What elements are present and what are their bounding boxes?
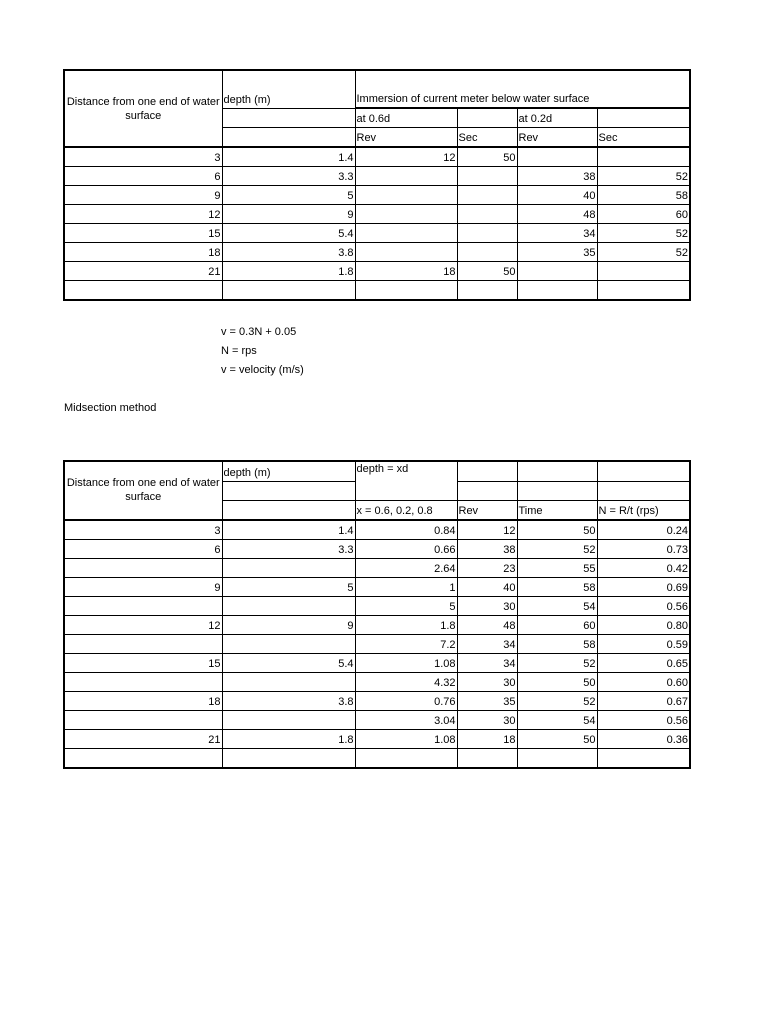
table-cell: 1.8 bbox=[222, 729, 355, 748]
table-cell: 1.4 bbox=[222, 520, 355, 540]
table-cell: 0.24 bbox=[597, 520, 690, 540]
table-cell: 15 bbox=[64, 653, 222, 672]
table-cell: 40 bbox=[457, 577, 517, 596]
table1-row bbox=[64, 205, 690, 224]
table2-row bbox=[64, 634, 690, 653]
midsection-table bbox=[63, 460, 691, 769]
table-cell: 35 bbox=[457, 691, 517, 710]
time-header: Time bbox=[517, 500, 597, 520]
table-cell: 40 bbox=[517, 186, 597, 205]
midsection-title: Midsection method bbox=[64, 402, 157, 414]
table-cell: 0.36 bbox=[597, 729, 690, 748]
table1-row bbox=[64, 224, 690, 243]
table-cell bbox=[355, 205, 457, 224]
table-cell bbox=[64, 634, 222, 653]
table-cell: 0.65 bbox=[597, 653, 690, 672]
table-cell: 12 bbox=[355, 147, 457, 167]
rev-header: Rev bbox=[517, 128, 597, 148]
table-cell: 0.60 bbox=[597, 672, 690, 691]
table-cell: 21 bbox=[64, 262, 222, 281]
table-cell bbox=[355, 167, 457, 186]
blank-cell bbox=[517, 461, 597, 481]
blank-cell bbox=[355, 281, 457, 301]
table-cell: 54 bbox=[517, 710, 597, 729]
blank-cell bbox=[517, 748, 597, 768]
table-cell: 0.80 bbox=[597, 615, 690, 634]
table-cell: 23 bbox=[457, 558, 517, 577]
table-cell: 30 bbox=[457, 710, 517, 729]
table-cell: 50 bbox=[457, 147, 517, 167]
table-cell: 1.08 bbox=[355, 729, 457, 748]
table-cell: 34 bbox=[517, 224, 597, 243]
depth-subheader-blank bbox=[222, 128, 355, 148]
at-02d-header: at 0.2d bbox=[517, 108, 597, 128]
table-cell: 58 bbox=[517, 634, 597, 653]
rev-header: Rev bbox=[355, 128, 457, 148]
table-cell: 18 bbox=[64, 243, 222, 262]
table1-row bbox=[64, 167, 690, 186]
table-cell bbox=[457, 224, 517, 243]
table-cell bbox=[64, 558, 222, 577]
table-cell bbox=[222, 634, 355, 653]
table-cell bbox=[457, 186, 517, 205]
sec-header: Sec bbox=[457, 128, 517, 148]
table2-row bbox=[64, 539, 690, 558]
blank-cell bbox=[222, 748, 355, 768]
table2-row bbox=[64, 672, 690, 691]
table-cell: 50 bbox=[457, 262, 517, 281]
table-cell: 6 bbox=[64, 539, 222, 558]
table-cell: 1.8 bbox=[222, 262, 355, 281]
table-cell: 3.8 bbox=[222, 691, 355, 710]
immersion-header: Immersion of current meter below water surface bbox=[355, 70, 690, 108]
table-cell: 30 bbox=[457, 596, 517, 615]
table-cell: 3.8 bbox=[222, 243, 355, 262]
table2-row bbox=[64, 710, 690, 729]
table-cell: 52 bbox=[517, 653, 597, 672]
table-cell: 12 bbox=[64, 205, 222, 224]
table-cell: 1.8 bbox=[355, 615, 457, 634]
table-cell: 9 bbox=[222, 615, 355, 634]
table-cell: 48 bbox=[517, 205, 597, 224]
table-cell bbox=[597, 147, 690, 167]
table2-row bbox=[64, 558, 690, 577]
table-cell bbox=[517, 262, 597, 281]
table2-row bbox=[64, 615, 690, 634]
blank-cell bbox=[457, 481, 517, 500]
table-cell: 30 bbox=[457, 672, 517, 691]
table-cell: 0.59 bbox=[597, 634, 690, 653]
distance-header: Distance from one end of water surface bbox=[64, 461, 222, 520]
at-06d-header: at 0.6d bbox=[355, 108, 457, 128]
table-cell: 60 bbox=[517, 615, 597, 634]
blank-cell bbox=[517, 481, 597, 500]
table2-row bbox=[64, 596, 690, 615]
depth-header: depth (m) bbox=[222, 70, 355, 108]
table-cell bbox=[222, 596, 355, 615]
table-cell bbox=[597, 262, 690, 281]
table-cell: 4.32 bbox=[355, 672, 457, 691]
table2-row bbox=[64, 729, 690, 748]
table-cell: 50 bbox=[517, 729, 597, 748]
table-cell bbox=[457, 243, 517, 262]
table-cell: 58 bbox=[597, 186, 690, 205]
table-cell: 15 bbox=[64, 224, 222, 243]
table1-row bbox=[64, 186, 690, 205]
table-cell: 7.2 bbox=[355, 634, 457, 653]
table-cell: 5 bbox=[222, 577, 355, 596]
table2-row bbox=[64, 577, 690, 596]
table1-row bbox=[64, 243, 690, 262]
depth-xd-header: depth = xd bbox=[355, 461, 457, 500]
velocity-formula: v = 0.3N + 0.05 bbox=[221, 326, 297, 338]
blank-cell bbox=[355, 748, 457, 768]
table-cell: 18 bbox=[355, 262, 457, 281]
table-cell: 60 bbox=[597, 205, 690, 224]
table-cell bbox=[355, 243, 457, 262]
table2-row bbox=[64, 691, 690, 710]
blank-cell bbox=[222, 481, 355, 500]
table-cell: 9 bbox=[64, 577, 222, 596]
table-cell: 12 bbox=[457, 520, 517, 540]
table-cell bbox=[64, 672, 222, 691]
blank-cell bbox=[457, 281, 517, 301]
blank-cell bbox=[597, 481, 690, 500]
table2-row bbox=[64, 653, 690, 672]
table-cell: 34 bbox=[457, 653, 517, 672]
table-cell: 3.3 bbox=[222, 539, 355, 558]
table-cell: 3.04 bbox=[355, 710, 457, 729]
table-cell: 0.84 bbox=[355, 520, 457, 540]
blank-cell bbox=[64, 281, 222, 301]
x-values-header: x = 0.6, 0.2, 0.8 bbox=[355, 500, 457, 520]
table-cell: 38 bbox=[457, 539, 517, 558]
blank-cell bbox=[457, 108, 517, 128]
table-cell: 9 bbox=[64, 186, 222, 205]
empty-row bbox=[64, 281, 690, 301]
blank-cell bbox=[597, 281, 690, 301]
table-cell: 3.3 bbox=[222, 167, 355, 186]
blank-cell bbox=[222, 281, 355, 301]
table2-body bbox=[64, 520, 690, 768]
table-cell bbox=[355, 224, 457, 243]
table-cell: 18 bbox=[457, 729, 517, 748]
table-cell: 1.08 bbox=[355, 653, 457, 672]
table-cell: 58 bbox=[517, 577, 597, 596]
table-cell bbox=[517, 147, 597, 167]
table-cell: 54 bbox=[517, 596, 597, 615]
table-cell: 5 bbox=[222, 186, 355, 205]
table-cell bbox=[457, 205, 517, 224]
table-cell bbox=[457, 167, 517, 186]
table-cell: 5 bbox=[355, 596, 457, 615]
n-rt-header: N = R/t (rps) bbox=[597, 500, 690, 520]
table-cell: 34 bbox=[457, 634, 517, 653]
blank-cell bbox=[457, 461, 517, 481]
table-cell: 1 bbox=[355, 577, 457, 596]
v-definition: v = velocity (m/s) bbox=[221, 364, 304, 376]
table-cell: 52 bbox=[597, 167, 690, 186]
table-cell: 3 bbox=[64, 520, 222, 540]
table-cell: 0.73 bbox=[597, 539, 690, 558]
blank-cell bbox=[457, 748, 517, 768]
depth-subheader-blank bbox=[222, 108, 355, 128]
table2-row bbox=[64, 520, 690, 540]
table-cell: 0.76 bbox=[355, 691, 457, 710]
table-cell: 52 bbox=[517, 691, 597, 710]
table1-row bbox=[64, 262, 690, 281]
table-cell: 52 bbox=[597, 224, 690, 243]
table-cell bbox=[64, 710, 222, 729]
table-cell: 48 bbox=[457, 615, 517, 634]
table-cell: 52 bbox=[517, 539, 597, 558]
empty-row bbox=[64, 748, 690, 768]
table-cell: 12 bbox=[64, 615, 222, 634]
table1-row bbox=[64, 147, 690, 167]
sec-header: Sec bbox=[597, 128, 690, 148]
rev-header: Rev bbox=[457, 500, 517, 520]
blank-cell bbox=[597, 748, 690, 768]
table-cell: 0.42 bbox=[597, 558, 690, 577]
table-cell: 5.4 bbox=[222, 653, 355, 672]
table-cell bbox=[222, 672, 355, 691]
table-cell bbox=[64, 596, 222, 615]
table-cell: 6 bbox=[64, 167, 222, 186]
blank-cell bbox=[597, 461, 690, 481]
table1-body bbox=[64, 147, 690, 300]
table-cell: 55 bbox=[517, 558, 597, 577]
table-cell: 1.4 bbox=[222, 147, 355, 167]
table-cell: 0.69 bbox=[597, 577, 690, 596]
table-cell: 9 bbox=[222, 205, 355, 224]
blank-cell bbox=[222, 500, 355, 520]
table-cell: 0.56 bbox=[597, 710, 690, 729]
blank-cell bbox=[597, 108, 690, 128]
current-meter-table bbox=[63, 69, 691, 301]
table-cell: 52 bbox=[597, 243, 690, 262]
table-cell: 0.67 bbox=[597, 691, 690, 710]
table-cell: 5.4 bbox=[222, 224, 355, 243]
table-cell: 0.56 bbox=[597, 596, 690, 615]
depth-header: depth (m) bbox=[222, 461, 355, 481]
n-definition: N = rps bbox=[221, 345, 257, 357]
table-cell: 50 bbox=[517, 520, 597, 540]
blank-cell bbox=[517, 281, 597, 301]
table-cell: 50 bbox=[517, 672, 597, 691]
table-cell: 35 bbox=[517, 243, 597, 262]
table-cell: 21 bbox=[64, 729, 222, 748]
table-cell bbox=[222, 558, 355, 577]
table-cell: 0.66 bbox=[355, 539, 457, 558]
table-cell: 2.64 bbox=[355, 558, 457, 577]
table-cell bbox=[355, 186, 457, 205]
table-cell: 3 bbox=[64, 147, 222, 167]
table-cell bbox=[222, 710, 355, 729]
blank-cell bbox=[64, 748, 222, 768]
table-cell: 18 bbox=[64, 691, 222, 710]
distance-header: Distance from one end of water surface bbox=[64, 70, 222, 147]
table-cell: 38 bbox=[517, 167, 597, 186]
